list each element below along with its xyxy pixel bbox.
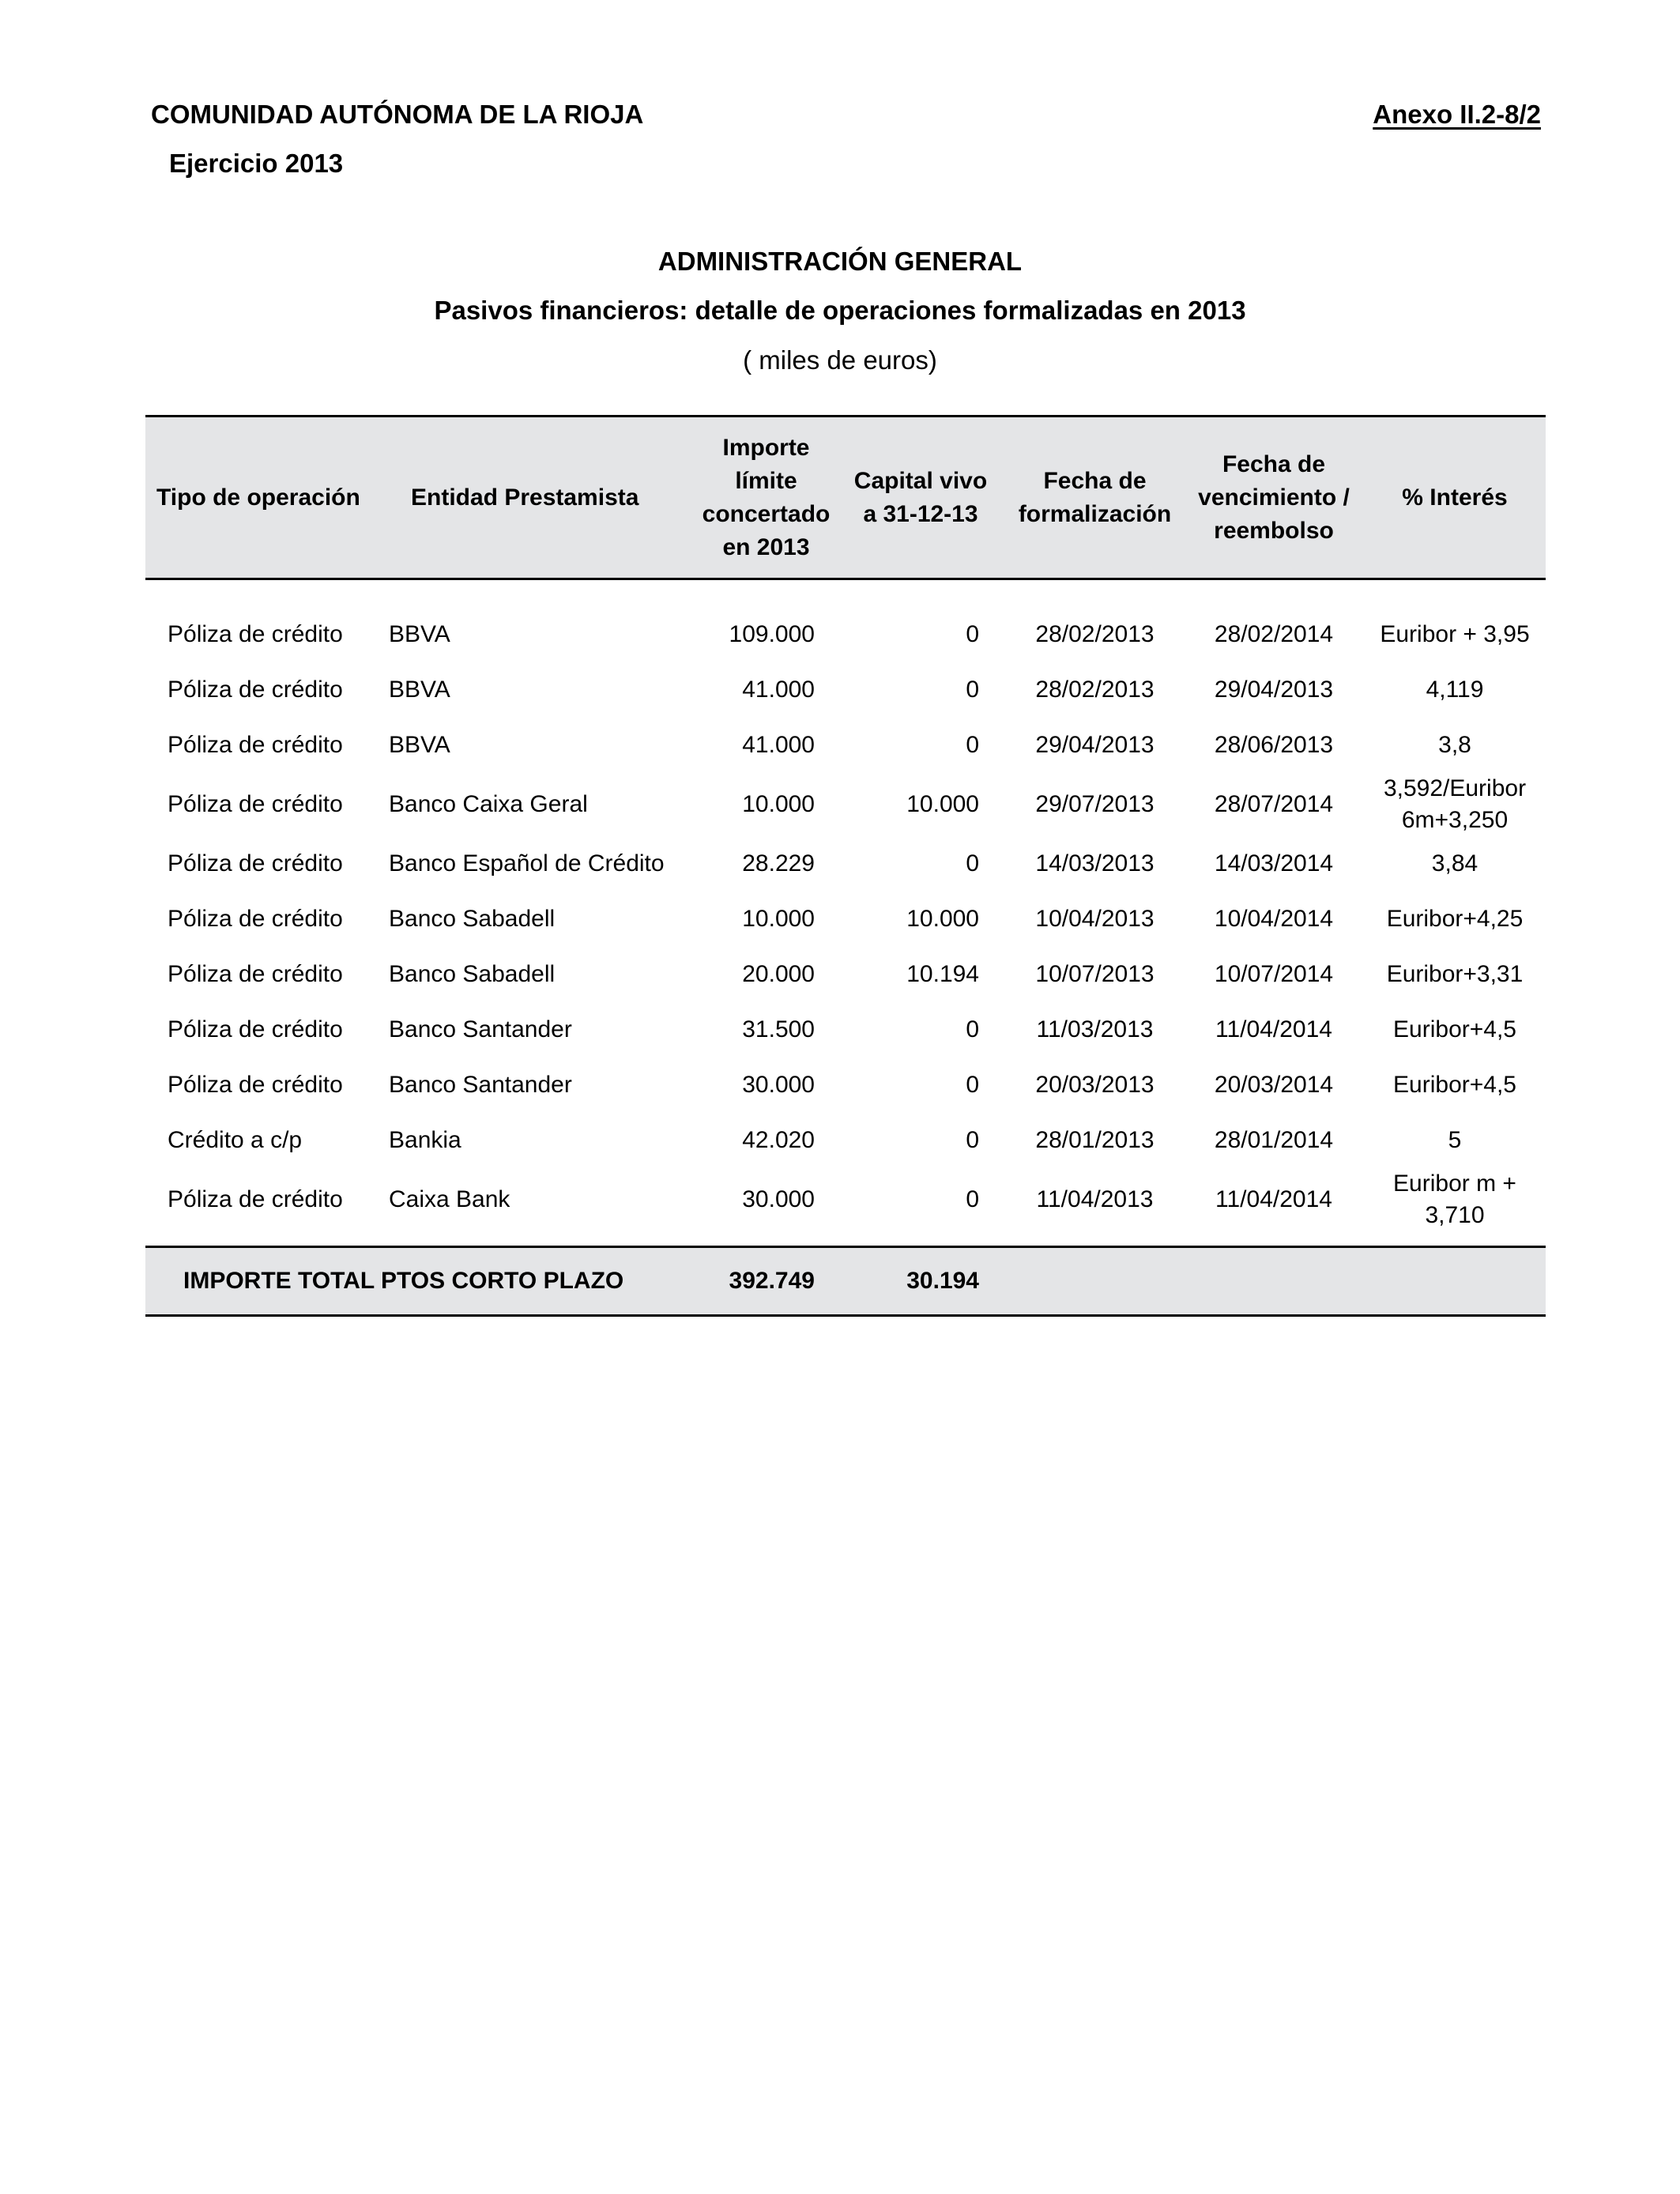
- cell-vencimiento: 11/04/2014: [1215, 1186, 1332, 1212]
- cell-interes: [1364, 1002, 1546, 1057]
- cell-tipo: Póliza de crédito: [168, 621, 343, 647]
- cell-vencimiento: 28/07/2014: [1214, 791, 1334, 817]
- cell-interes: [1364, 836, 1546, 892]
- cell-interes-line: 3,592/Euribor: [1383, 775, 1527, 801]
- cell-entidad: BBVA: [389, 621, 450, 647]
- cell-importe: 10.000: [742, 906, 815, 932]
- cell-interes-line: Euribor+4,25: [1386, 906, 1524, 932]
- cell-capital: 0: [966, 677, 979, 703]
- cell-formalizacion: 29/04/2013: [1035, 732, 1155, 758]
- cell-interes: [1364, 662, 1546, 718]
- col-header-entidad: Entidad Prestamista: [382, 417, 697, 579]
- cell-capital: 10.000: [906, 791, 979, 817]
- col-header-capital: [835, 417, 1006, 579]
- cell-formalizacion: 28/01/2013: [1035, 1127, 1155, 1153]
- cell-vencimiento: 28/06/2013: [1214, 732, 1334, 758]
- col-header-vencimiento-line: reembolso: [1214, 517, 1334, 544]
- table-row: [145, 1002, 1546, 1057]
- cell-interes-line: Euribor+4,5: [1393, 1016, 1516, 1042]
- footer-spacer: [145, 1231, 1546, 1247]
- total-empty: [1364, 1247, 1546, 1316]
- total-empty: [1184, 1247, 1364, 1316]
- cell-importe: 20.000: [742, 961, 815, 987]
- cell-entidad: Banco Sabadell: [389, 961, 556, 987]
- col-header-importe-line: Importe: [722, 434, 810, 461]
- cell-vencimiento: 20/03/2014: [1214, 1072, 1334, 1098]
- cell-capital: 0: [966, 1186, 979, 1212]
- cell-importe: 30.000: [742, 1072, 815, 1098]
- cell-entidad: BBVA: [389, 677, 450, 703]
- cell-interes-line: 4,119: [1426, 677, 1484, 703]
- cell-interes: [1364, 607, 1546, 662]
- cell-formalizacion: 10/04/2013: [1035, 906, 1155, 932]
- col-header-formalizacion: [1006, 417, 1184, 579]
- col-header-importe-line: concertado: [702, 500, 831, 527]
- cell-importe: 42.020: [742, 1127, 815, 1153]
- total-label: IMPORTE TOTAL PTOS CORTO PLAZO: [145, 1247, 697, 1316]
- cell-capital: 0: [966, 1072, 979, 1098]
- cell-tipo: Póliza de crédito: [168, 1186, 343, 1212]
- cell-capital: 10.000: [906, 906, 979, 932]
- cell-capital: 0: [966, 621, 979, 647]
- col-header-formalizacion-line: Fecha de: [1043, 467, 1147, 494]
- cell-formalizacion: 11/04/2013: [1036, 1186, 1154, 1212]
- table-row: [145, 947, 1546, 1002]
- cell-tipo: Póliza de crédito: [168, 961, 343, 987]
- cell-capital: 0: [966, 1016, 979, 1042]
- cell-importe: 41.000: [742, 677, 815, 703]
- col-header-importe: [697, 417, 835, 579]
- table-row: [145, 1057, 1546, 1113]
- table-header-row: [145, 417, 1546, 579]
- cell-entidad: BBVA: [389, 732, 450, 758]
- col-header-capital-line: a 31-12-13: [863, 500, 978, 527]
- cell-entidad: Banco Sabadell: [389, 906, 556, 932]
- cell-interes-line: Euribor + 3,95: [1380, 621, 1530, 647]
- total-importe: 392.749: [697, 1247, 835, 1316]
- cell-formalizacion: 20/03/2013: [1035, 1072, 1155, 1098]
- cell-capital: 10.194: [906, 961, 979, 987]
- cell-entidad: Caixa Bank: [389, 1186, 510, 1212]
- fiscal-year: Ejercicio 2013: [169, 149, 344, 178]
- total-row: [145, 1247, 1546, 1316]
- cell-interes: [1364, 1168, 1546, 1231]
- col-header-interes: % Interés: [1364, 417, 1546, 579]
- cell-interes-line: 5: [1448, 1127, 1462, 1153]
- col-header-tipo: Tipo de operación: [145, 417, 382, 579]
- cell-formalizacion: 10/07/2013: [1035, 961, 1155, 987]
- table-row: [145, 1113, 1546, 1168]
- cell-interes-line: Euribor m +: [1393, 1171, 1516, 1197]
- units-note: ( miles de euros): [743, 345, 937, 375]
- cell-interes-line: Euribor+4,5: [1393, 1072, 1516, 1098]
- cell-capital: 0: [966, 732, 979, 758]
- cell-importe: 10.000: [742, 791, 815, 817]
- cell-entidad: Banco Caixa Geral: [389, 791, 588, 817]
- section-title: ADMINISTRACIÓN GENERAL: [657, 247, 1023, 276]
- col-header-capital-line: Capital vivo: [853, 467, 988, 494]
- cell-interes-line: 6m+3,250: [1401, 807, 1509, 833]
- cell-tipo: Póliza de crédito: [168, 1072, 343, 1098]
- cell-vencimiento: 28/01/2014: [1214, 1127, 1334, 1153]
- col-header-vencimiento-line: Fecha de: [1222, 450, 1326, 477]
- cell-vencimiento: 14/03/2014: [1214, 850, 1334, 876]
- cell-importe: 31.500: [742, 1016, 815, 1042]
- cell-formalizacion: 29/07/2013: [1035, 791, 1155, 817]
- cell-interes: [1364, 718, 1546, 773]
- cell-tipo: Póliza de crédito: [168, 850, 343, 876]
- cell-formalizacion: 14/03/2013: [1035, 850, 1155, 876]
- cell-vencimiento: 10/07/2014: [1214, 961, 1334, 987]
- cell-entidad: Bankia: [389, 1127, 461, 1153]
- cell-formalizacion: 11/03/2013: [1036, 1016, 1154, 1042]
- table-row: [145, 773, 1546, 836]
- table-row: [145, 1168, 1546, 1231]
- cell-entidad: Banco Santander: [389, 1016, 572, 1042]
- cell-tipo: Póliza de crédito: [168, 791, 343, 817]
- cell-entidad: Banco Santander: [389, 1072, 572, 1098]
- col-header-importe-line: límite: [735, 467, 797, 494]
- cell-interes: [1364, 1057, 1546, 1113]
- table-row: [145, 607, 1546, 662]
- cell-tipo: Póliza de crédito: [168, 677, 343, 703]
- cell-vencimiento: 29/04/2013: [1214, 677, 1334, 703]
- cell-importe: 109.000: [729, 621, 815, 647]
- cell-interes-line: 3,710: [1425, 1202, 1485, 1228]
- cell-vencimiento: 10/04/2014: [1214, 906, 1334, 932]
- cell-vencimiento: 28/02/2014: [1214, 621, 1334, 647]
- cell-interes-line: Euribor+3,31: [1386, 961, 1524, 987]
- col-header-vencimiento: [1184, 417, 1364, 579]
- total-capital: 30.194: [835, 1247, 1006, 1316]
- col-header-importe-line: en 2013: [722, 533, 810, 560]
- cell-interes: [1364, 947, 1546, 1002]
- cell-capital: 0: [966, 1127, 979, 1153]
- cell-tipo: Póliza de crédito: [168, 732, 343, 758]
- cell-tipo: Póliza de crédito: [168, 1016, 343, 1042]
- cell-formalizacion: 28/02/2013: [1035, 677, 1155, 703]
- header-entity: COMUNIDAD AUTÓNOMA DE LA RIOJA: [151, 100, 644, 129]
- table-row: [145, 718, 1546, 773]
- cell-interes-line: 3,8: [1438, 732, 1471, 758]
- cell-interes: [1364, 1113, 1546, 1168]
- total-empty: [1006, 1247, 1184, 1316]
- header-spacer: [145, 579, 1546, 608]
- col-header-formalizacion-line: formalización: [1018, 500, 1172, 527]
- cell-interes: [1364, 773, 1546, 836]
- cell-importe: 28.229: [742, 850, 815, 876]
- table-row: [145, 836, 1546, 892]
- table-title: Pasivos financieros: detalle de operaciones formalizadas en 2013: [434, 296, 1246, 325]
- cell-capital: 0: [966, 850, 979, 876]
- cell-vencimiento: 11/04/2014: [1215, 1016, 1332, 1042]
- cell-interes: [1364, 892, 1546, 947]
- cell-entidad: Banco Español de Crédito: [389, 850, 665, 876]
- cell-importe: 41.000: [742, 732, 815, 758]
- col-header-vencimiento-line: vencimiento /: [1198, 484, 1350, 511]
- table-row: [145, 662, 1546, 718]
- cell-interes-line: 3,84: [1431, 850, 1478, 876]
- table-row: [145, 892, 1546, 947]
- annex-reference: Anexo II.2-8/2: [1373, 100, 1541, 129]
- cell-tipo: Póliza de crédito: [168, 906, 343, 932]
- cell-importe: 30.000: [742, 1186, 815, 1212]
- cell-formalizacion: 28/02/2013: [1035, 621, 1155, 647]
- operations-table: [145, 415, 1546, 1317]
- cell-tipo: Crédito a c/p: [168, 1127, 303, 1153]
